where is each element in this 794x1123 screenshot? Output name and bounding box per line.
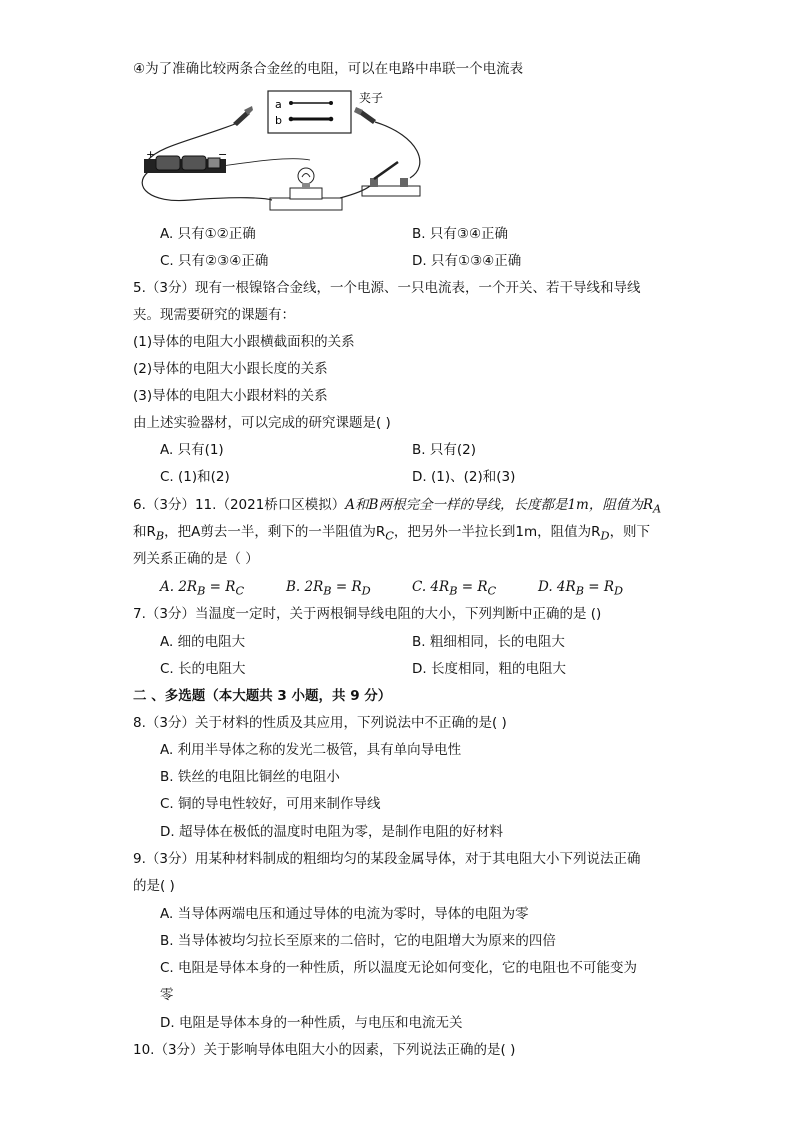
q5-stem-line3: 由上述实验器材，可以完成的研究课题是( )	[133, 415, 391, 431]
q9-option-c-cont: 零	[160, 987, 174, 1003]
q6-source: 6.（3分）11.（2021桥口区模拟）	[133, 497, 346, 513]
q9-option-d[interactable]: D. 电阻是导体本身的一种性质，与电压和电流无关	[160, 1015, 463, 1031]
q5-option-b[interactable]: B. 只有(2)	[412, 442, 476, 458]
circuit-diagram	[130, 86, 430, 218]
q6-text: ，把A剪去一半，剩下的一半阻值为R	[164, 524, 386, 540]
q6-option-a-sub1: B	[197, 584, 206, 598]
q6-option-a-eq: = R	[205, 579, 236, 595]
q4-option-a[interactable]: A. 只有①②正确	[160, 226, 256, 242]
q9-option-c[interactable]: C. 电阻是导体本身的一种性质，所以温度无论如何变化，它的电阻也不可能变为	[160, 960, 638, 976]
q6-option-a-text: A. 2R	[160, 579, 198, 595]
q5-option-d[interactable]: D. (1)、(2)和(3)	[412, 469, 516, 485]
q6-sub: A	[653, 502, 662, 516]
q6-option-a-sub2: C	[235, 584, 245, 598]
q5-topic-2: (2)导体的电阻大小跟长度的关系	[133, 361, 328, 377]
q6-stem-line3: 列关系正确的是（ ）	[133, 551, 259, 567]
q6-option-d-sub1: B	[575, 584, 584, 598]
q5-stem-line1: 5.（3分）现有一根镍铬合金线，一个电源、一只电流表，一个开关、若干导线和导线	[133, 280, 641, 296]
q8-option-c[interactable]: C. 铜的导电性较好，可用来制作导线	[160, 796, 381, 812]
q7-option-a[interactable]: A. 细的电阻大	[160, 634, 246, 650]
q8-option-b[interactable]: B. 铁丝的电阻比铜丝的电阻小	[160, 769, 340, 785]
q8-stem: 8.（3分）关于材料的性质及其应用，下列说法中不正确的是( )	[133, 715, 507, 731]
knife-switch	[362, 162, 420, 196]
q7-option-c[interactable]: C. 长的电阻大	[160, 661, 246, 677]
q9-option-b[interactable]: B. 当导体被均匀拉长至原来的二倍时，它的电阻增大为原来的四倍	[160, 933, 556, 949]
q8-option-d[interactable]: D. 超导体在极低的温度时电阻为零，是制作电阻的好材料	[160, 824, 503, 840]
q5-option-c[interactable]: C. (1)和(2)	[160, 469, 230, 485]
q5-topic-3: (3)导体的电阻大小跟材料的关系	[133, 388, 328, 404]
q6-option-d-sub2: D	[614, 584, 624, 598]
q6-option-b-sub2: D	[361, 584, 371, 598]
q10-stem: 10.（3分）关于影响导体电阻大小的因素，下列说法正确的是( )	[133, 1042, 516, 1058]
q6-option-d-text: D. 4R	[538, 579, 576, 595]
q6-option-c-sub2: C	[487, 584, 497, 598]
q6-stem-line1	[133, 496, 661, 519]
q6-option-b-eq: = R	[331, 579, 362, 595]
q6-text: ，则下	[609, 524, 651, 540]
q6-sub: C	[385, 529, 394, 543]
q6-text: 和R	[133, 524, 156, 540]
q4-option-d[interactable]: D. 只有①③④正确	[412, 253, 522, 269]
q7-stem: 7.（3分）当温度一定时，关于两根铜导线电阻的大小，下列判断中正确的是 ()	[133, 606, 602, 622]
q6-option-d[interactable]	[538, 578, 623, 601]
q6-sub: B	[155, 529, 165, 543]
q7-option-d[interactable]: D. 长度相同，粗的电阻大	[412, 661, 566, 677]
minus-sign: −	[218, 148, 228, 161]
label-b: b	[275, 114, 282, 127]
q9-option-a[interactable]: A. 当导体两端电压和通过导体的电流为零时，导体的电阻为零	[160, 906, 529, 922]
q6-option-a[interactable]	[160, 578, 244, 601]
q7-option-b[interactable]: B. 粗细相同，长的电阻大	[412, 634, 565, 650]
q9-stem-line1: 9.（3分）用某种材料制成的粗细均匀的某段金属导体，对于其电阻大小下列说法正确	[133, 851, 641, 867]
q6-stem-text: A和B两根完全一样的导线，长度都是1m，阻值为R	[345, 497, 654, 513]
q6-option-c-sub1: B	[449, 584, 458, 598]
q6-option-b-text: B. 2R	[286, 579, 324, 595]
statement-4: ④为了准确比较两条合金丝的电阻，可以在电路中串联一个电流表	[133, 61, 524, 77]
section-heading-multiple-choice: 二 、多选题（本大题共 3 小题，共 9 分）	[133, 688, 392, 704]
q6-sub: D	[600, 529, 610, 543]
battery-pack	[144, 148, 227, 173]
q4-option-b[interactable]: B. 只有③④正确	[412, 226, 509, 242]
q6-option-c-eq: = R	[457, 579, 488, 595]
plus-sign: +	[146, 148, 156, 161]
q6-option-c-text: C. 4R	[412, 579, 450, 595]
q4-option-c[interactable]: C. 只有②③④正确	[160, 253, 269, 269]
right-clip	[354, 107, 376, 124]
clip-label: 夹子	[359, 91, 384, 105]
q5-topic-1: (1)导体的电阻大小跟横截面积的关系	[133, 334, 355, 350]
q6-option-b-sub1: B	[323, 584, 332, 598]
q6-text: ，把另外一半拉长到1m，阻值为R	[393, 524, 601, 540]
label-a: a	[275, 98, 282, 111]
q6-stem-line2	[133, 523, 650, 546]
bulb	[270, 168, 342, 210]
left-clip	[233, 106, 253, 126]
q6-option-b[interactable]	[286, 578, 371, 601]
q6-option-d-eq: = R	[583, 579, 615, 595]
q5-option-a[interactable]: A. 只有(1)	[160, 442, 224, 458]
q5-stem-line2: 夹。现需要研究的课题有：	[133, 307, 295, 323]
q8-option-a[interactable]: A. 利用半导体之称的发光二极管，具有单向导电性	[160, 742, 462, 758]
q9-stem-line2: 的是( )	[133, 878, 175, 894]
q6-option-c[interactable]	[412, 578, 496, 601]
